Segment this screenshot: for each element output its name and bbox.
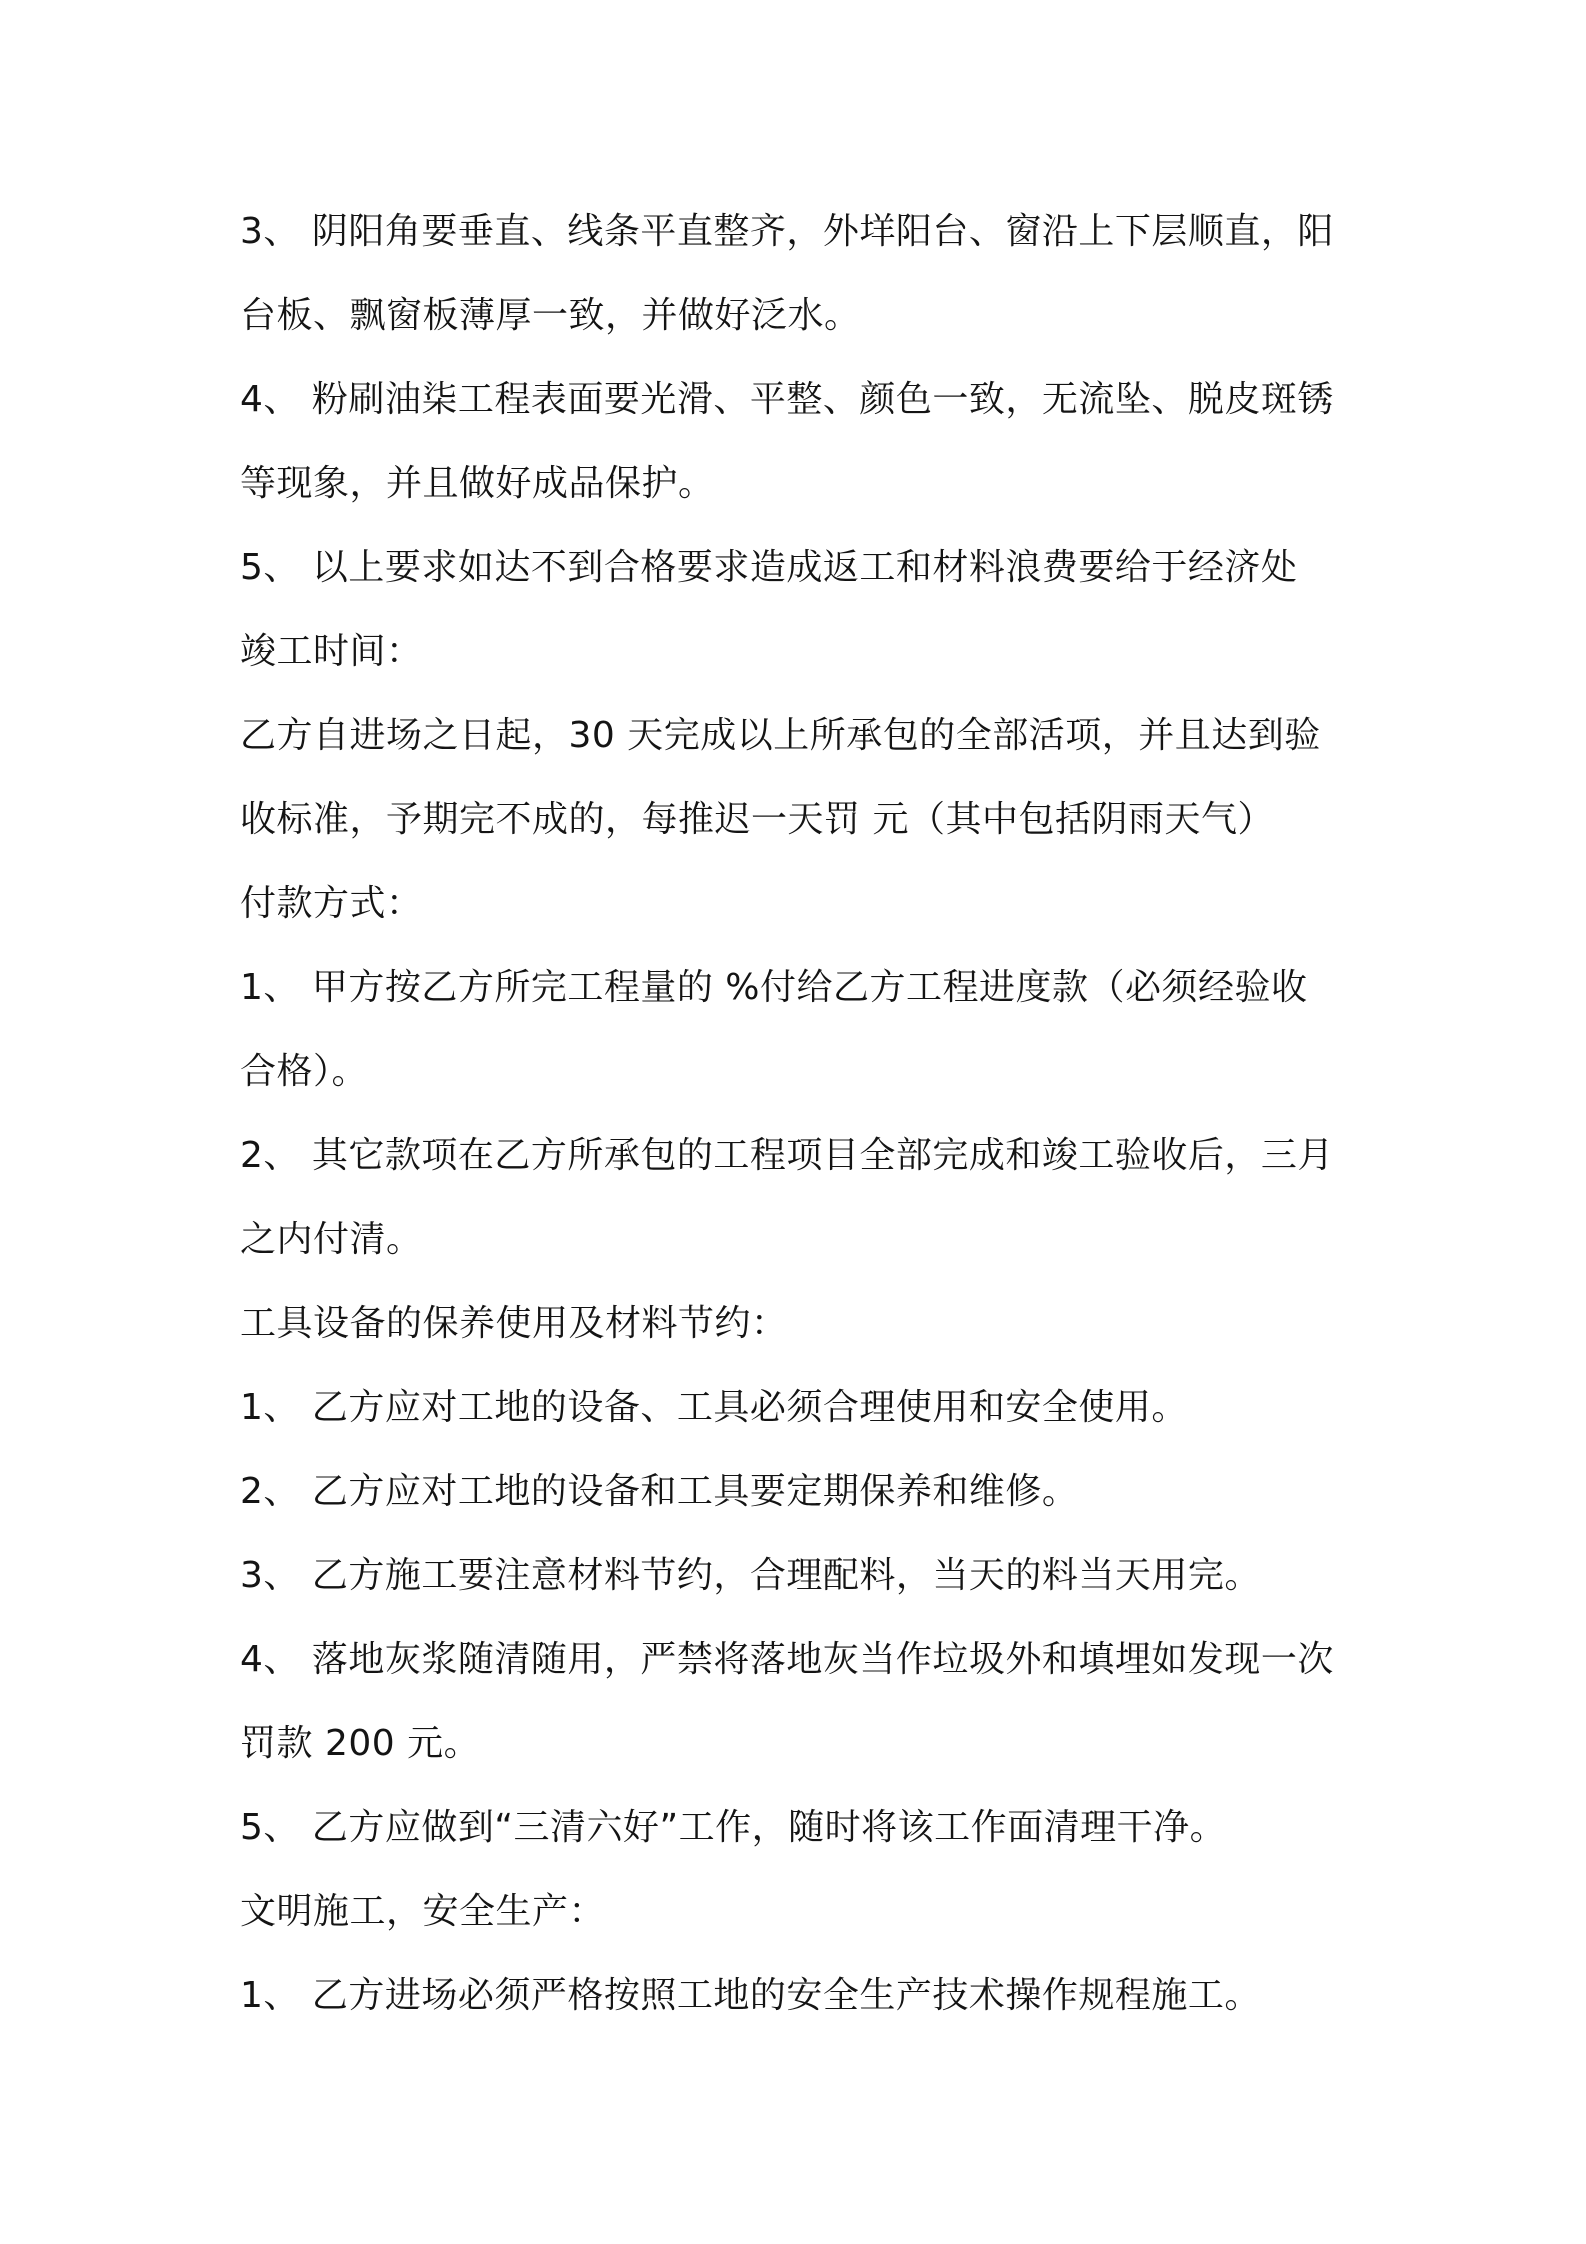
clause-3-line-1: 3、 阴阳角要垂直、线条平直整齐，外垟阳台、窗沿上下层顺直，阳 — [240, 211, 1334, 252]
payment-clause-2-line-2: 之内付清。 — [240, 1219, 423, 1260]
clause-4-line-2: 等现象，并且做好成品保护。 — [240, 463, 715, 504]
tools-clause-2: 2、 乙方应对工地的设备和工具要定期保养和维修。 — [240, 1471, 1079, 1512]
safety-clause-1: 1、 乙方进场必须严格按照工地的安全生产技术操作规程施工。 — [240, 1975, 1261, 2016]
clause-5-line-1: 5、 以上要求如达不到合格要求造成返工和材料浪费要给于经济处 — [240, 547, 1298, 588]
document-body — [240, 190, 1360, 2038]
section-heading-completion-time: 竣工时间： — [240, 631, 423, 672]
section-heading-tools-materials: 工具设备的保养使用及材料节约： — [240, 1303, 788, 1344]
tools-clause-4-line-1: 4、 落地灰浆随清随用，严禁将落地灰当作垃圾外和填埋如发现一次 — [240, 1639, 1334, 1680]
section-heading-payment: 付款方式： — [240, 883, 423, 924]
completion-paragraph-line-1: 乙方自进场之日起，30 天完成以上所承包的全部活项，并且达到验 — [240, 715, 1321, 756]
tools-clause-4-line-2: 罚款 200 元。 — [240, 1723, 481, 1764]
section-heading-safety: 文明施工，安全生产： — [240, 1891, 606, 1932]
tools-clause-5: 5、 乙方应做到“三清六好”工作，随时将该工作面清理干净。 — [240, 1807, 1227, 1848]
tools-clause-1: 1、 乙方应对工地的设备、工具必须合理使用和安全使用。 — [240, 1387, 1188, 1428]
completion-paragraph-line-2: 收标准，予期完不成的，每推迟一天罚 元（其中包括阴雨天气） — [240, 799, 1274, 840]
tools-clause-3: 3、 乙方施工要注意材料节约，合理配料，当天的料当天用完。 — [240, 1555, 1261, 1596]
payment-clause-1-line-2: 合格）。 — [240, 1051, 369, 1092]
clause-4-line-1: 4、 粉刷油柒工程表面要光滑、平整、颜色一致，无流坠、脱皮斑锈 — [240, 379, 1334, 420]
clause-3-line-2: 台板、飘窗板薄厚一致，并做好泛水。 — [240, 295, 861, 336]
payment-clause-2-line-1: 2、 其它款项在乙方所承包的工程项目全部完成和竣工验收后，三月 — [240, 1135, 1334, 1176]
payment-clause-1-line-1: 1、 甲方按乙方所完工程量的 %付给乙方工程进度款（必须经验收 — [240, 967, 1308, 1008]
